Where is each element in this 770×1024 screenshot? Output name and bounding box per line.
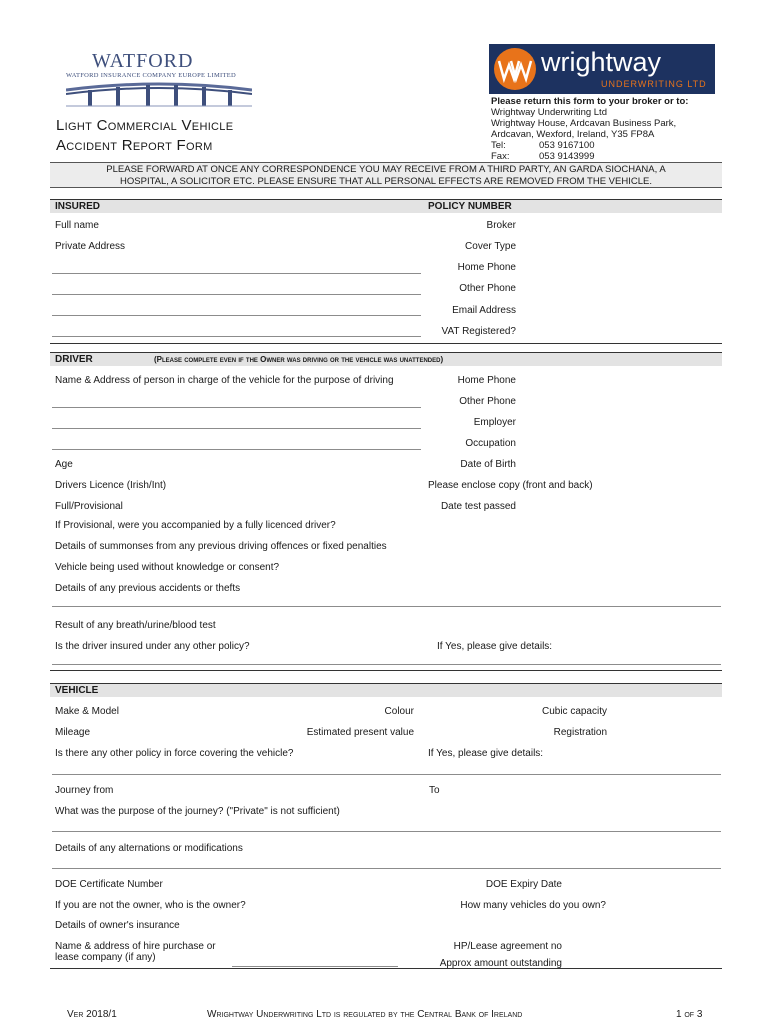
email-label: Email Address bbox=[452, 305, 516, 316]
insured-title: INSURED bbox=[55, 201, 101, 212]
provisional-question: If Provisional, were you accompanied by a fully licenced driver? bbox=[55, 520, 336, 531]
full-name-field[interactable] bbox=[143, 222, 421, 232]
driver-if-yes-label: If Yes, please give details: bbox=[437, 641, 553, 652]
driver-address-line[interactable] bbox=[52, 428, 421, 429]
hire-company-line[interactable] bbox=[232, 966, 398, 967]
cubic-capacity-field[interactable] bbox=[613, 708, 721, 718]
vehicle-other-policy-label: Is there any other policy in force covering the vehicle? bbox=[55, 748, 294, 759]
watford-logo bbox=[62, 50, 252, 110]
previous-accidents-label: Details of any previous accidents or thefts bbox=[55, 583, 241, 594]
driver-if-yes-field[interactable] bbox=[576, 642, 721, 652]
notice-line-1: PLEASE FORWARD AT ONCE ANY CORRESPONDENCE YOU MAY RECEIVE FROM A THIRD PARTY, AN GARDA SIOCHANA, A bbox=[106, 164, 666, 175]
driver-other-phone-field[interactable] bbox=[522, 398, 721, 408]
home-phone-label: Home Phone bbox=[457, 262, 516, 273]
address-line[interactable] bbox=[52, 315, 421, 316]
owner-insurance-field[interactable] bbox=[192, 922, 721, 932]
previous-accidents-field[interactable] bbox=[285, 584, 721, 594]
journey-from-field[interactable] bbox=[143, 787, 421, 797]
form-title-line-1: Light Commercial Vehicle bbox=[56, 117, 234, 134]
fax-value: 053 9143999 bbox=[539, 151, 595, 162]
occupation-field[interactable] bbox=[522, 440, 721, 450]
vehicle-details-line[interactable] bbox=[52, 774, 721, 775]
driver-other-policy-label: Is the driver insured under any other policy? bbox=[55, 641, 250, 652]
occupation-label: Occupation bbox=[465, 438, 516, 449]
date-test-field[interactable] bbox=[522, 503, 721, 513]
breath-test-label: Result of any breath/urine/blood test bbox=[55, 620, 216, 631]
ww-emblem-icon bbox=[493, 47, 537, 91]
home-phone-field[interactable] bbox=[522, 264, 721, 274]
age-label: Age bbox=[55, 459, 73, 470]
owner-insurance-label: Details of owner's insurance bbox=[55, 920, 180, 931]
vehicle-title: VEHICLE bbox=[55, 685, 99, 696]
summonses-label: Details of summonses from any previous driving offences or fixed penalties bbox=[55, 541, 387, 552]
doe-cert-field[interactable] bbox=[201, 881, 448, 891]
journey-from-label: Journey from bbox=[55, 785, 114, 796]
provisional-answer-field[interactable] bbox=[376, 521, 721, 531]
driver-note: (Please complete even if the Owner was driving or the vehicle was unattended) bbox=[154, 355, 444, 364]
enclose-copy-label: Please enclose copy (front and back) bbox=[428, 480, 593, 491]
driver-name-address-label: Name & Address of person in charge of the vehicle for the purpose of driving bbox=[55, 375, 394, 386]
journey-to-label: To bbox=[429, 785, 440, 796]
return-line: Wrightway House, Ardcavan Business Park, bbox=[491, 118, 677, 129]
employer-field[interactable] bbox=[522, 419, 721, 429]
address-line[interactable] bbox=[52, 273, 421, 274]
return-line: Ardcavan, Wexford, Ireland, Y35 FP8A bbox=[491, 129, 655, 140]
mileage-field[interactable] bbox=[143, 729, 283, 739]
mileage-label: Mileage bbox=[55, 727, 91, 738]
footer-version: Ver 2018/1 bbox=[67, 1009, 117, 1020]
driver-title: DRIVER bbox=[55, 354, 93, 365]
cubic-capacity-label: Cubic capacity bbox=[541, 706, 607, 717]
date-test-label: Date test passed bbox=[440, 501, 516, 512]
fax-row bbox=[491, 151, 688, 162]
full-provisional-field[interactable] bbox=[192, 503, 421, 513]
hire-company-label-1: Name & address of hire purchase or bbox=[55, 941, 216, 952]
wrightway-subtitle: UNDERWRITING LTD bbox=[601, 79, 707, 89]
broker-label: Broker bbox=[486, 220, 516, 231]
registration-field[interactable] bbox=[613, 729, 721, 739]
footer-regulated: Wrightway Underwriting Ltd is regulated by the Central Bank of Ireland bbox=[207, 1009, 523, 1020]
summonses-field[interactable] bbox=[421, 542, 721, 552]
notice-line-2: HOSPITAL, A SOLICITOR ETC. PLEASE ENSURE THAT ALL PERSONAL EFFECTS ARE REMOVED FROM THE VEHICLE. bbox=[120, 176, 652, 187]
private-address-field[interactable] bbox=[143, 243, 421, 253]
registration-label: Registration bbox=[553, 727, 607, 738]
journey-purpose-line[interactable] bbox=[52, 831, 721, 832]
watford-name: WATFORD bbox=[92, 50, 194, 72]
hp-lease-field[interactable] bbox=[569, 943, 721, 953]
employer-label: Employer bbox=[473, 417, 516, 428]
insured-bottom-rule bbox=[50, 343, 722, 344]
wrightway-logo bbox=[489, 44, 715, 94]
how-many-field[interactable] bbox=[613, 902, 721, 912]
full-provisional-label: Full/Provisional bbox=[55, 501, 123, 512]
driver-header bbox=[50, 352, 722, 366]
cover-type-label: Cover Type bbox=[465, 241, 516, 252]
journey-purpose-field[interactable] bbox=[421, 808, 721, 818]
address-line[interactable] bbox=[52, 336, 421, 337]
insured-header bbox=[50, 199, 722, 213]
alterations-line[interactable] bbox=[52, 868, 721, 869]
wrightway-name: wrightway bbox=[541, 47, 662, 77]
broker-field[interactable] bbox=[522, 222, 721, 232]
email-field[interactable] bbox=[522, 307, 721, 317]
breath-test-field[interactable] bbox=[285, 621, 721, 631]
driver-other-phone-label: Other Phone bbox=[459, 396, 516, 407]
address-line[interactable] bbox=[52, 294, 421, 295]
journey-purpose-label: What was the purpose of the journey? ("Private" is not sufficient) bbox=[55, 806, 340, 817]
footer-page-number: 1 of 3 bbox=[676, 1009, 703, 1020]
return-heading: Please return this form to your broker or to: bbox=[491, 96, 689, 107]
return-line: Wrightway Underwriting Ltd bbox=[491, 107, 607, 118]
driver-home-phone-label: Home Phone bbox=[457, 375, 516, 386]
est-value-field[interactable] bbox=[421, 729, 522, 739]
fax-label: Fax: bbox=[491, 151, 510, 162]
colour-field[interactable] bbox=[421, 708, 522, 718]
full-name-label: Full name bbox=[55, 220, 99, 231]
tel-label: Tel: bbox=[491, 140, 506, 151]
not-owner-field[interactable] bbox=[273, 902, 448, 912]
cover-type-field[interactable] bbox=[522, 243, 721, 253]
make-model-label: Make & Model bbox=[55, 706, 119, 717]
policy-number-title: POLICY NUMBER bbox=[428, 201, 512, 212]
other-phone-label: Other Phone bbox=[459, 283, 516, 294]
journey-to-field[interactable] bbox=[459, 787, 721, 797]
alterations-field[interactable] bbox=[273, 845, 721, 855]
driver-home-phone-field[interactable] bbox=[522, 377, 721, 387]
doe-cert-label: DOE Certificate Number bbox=[55, 879, 163, 890]
vehicle-if-yes-label: If Yes, please give details: bbox=[428, 748, 544, 759]
doe-expiry-field[interactable] bbox=[569, 881, 721, 891]
notice-box bbox=[50, 162, 722, 188]
licence-field[interactable] bbox=[192, 482, 421, 492]
doe-expiry-label: DOE Expiry Date bbox=[485, 879, 562, 890]
how-many-label: How many vehicles do you own? bbox=[460, 900, 606, 911]
previous-accidents-line[interactable] bbox=[52, 606, 721, 607]
driver-bottom-rule bbox=[50, 670, 722, 671]
private-address-label: Private Address bbox=[55, 241, 126, 252]
driver-other-policy-field[interactable] bbox=[285, 642, 430, 652]
est-value-label: Estimated present value bbox=[306, 727, 414, 738]
vehicle-other-policy-field[interactable] bbox=[318, 750, 421, 760]
vehicle-header bbox=[50, 683, 722, 697]
vat-label: VAT Registered? bbox=[441, 326, 516, 337]
watford-subtitle: WATFORD INSURANCE COMPANY EUROPE LIMITED bbox=[66, 72, 237, 79]
bridge-icon bbox=[66, 80, 252, 108]
not-owner-label: If you are not the owner, who is the owner? bbox=[55, 900, 246, 911]
licence-label: Drivers Licence (Irish/Int) bbox=[55, 480, 167, 491]
vehicle-bottom-rule bbox=[50, 968, 722, 969]
without-consent-label: Vehicle being used without knowledge or consent? bbox=[55, 562, 280, 573]
dob-label: Date of Birth bbox=[460, 459, 516, 470]
tel-value: 053 9167100 bbox=[539, 140, 595, 151]
age-field[interactable] bbox=[143, 461, 421, 471]
vehicle-if-yes-field[interactable] bbox=[555, 750, 721, 760]
vat-field[interactable] bbox=[522, 328, 721, 338]
driver-address-line[interactable] bbox=[52, 407, 421, 408]
hire-company-field[interactable] bbox=[232, 944, 398, 954]
form-title bbox=[56, 116, 233, 156]
hire-company-label-2: lease company (if any) bbox=[55, 952, 156, 963]
return-address bbox=[491, 96, 688, 162]
dob-field[interactable] bbox=[522, 461, 721, 471]
alterations-label: Details of any alternations or modifications bbox=[55, 843, 243, 854]
form-title-line-2: Accident Report Form bbox=[56, 137, 213, 154]
colour-label: Colour bbox=[384, 706, 414, 717]
without-consent-field[interactable] bbox=[421, 563, 721, 573]
tel-row bbox=[491, 140, 688, 151]
hp-lease-label: HP/Lease agreement no bbox=[453, 941, 562, 952]
make-model-field[interactable] bbox=[143, 708, 283, 718]
driver-address-line[interactable] bbox=[52, 449, 421, 450]
other-phone-field[interactable] bbox=[522, 285, 721, 295]
driver-details-line[interactable] bbox=[52, 664, 721, 665]
approx-outstanding-label: Approx amount outstanding bbox=[439, 958, 562, 969]
